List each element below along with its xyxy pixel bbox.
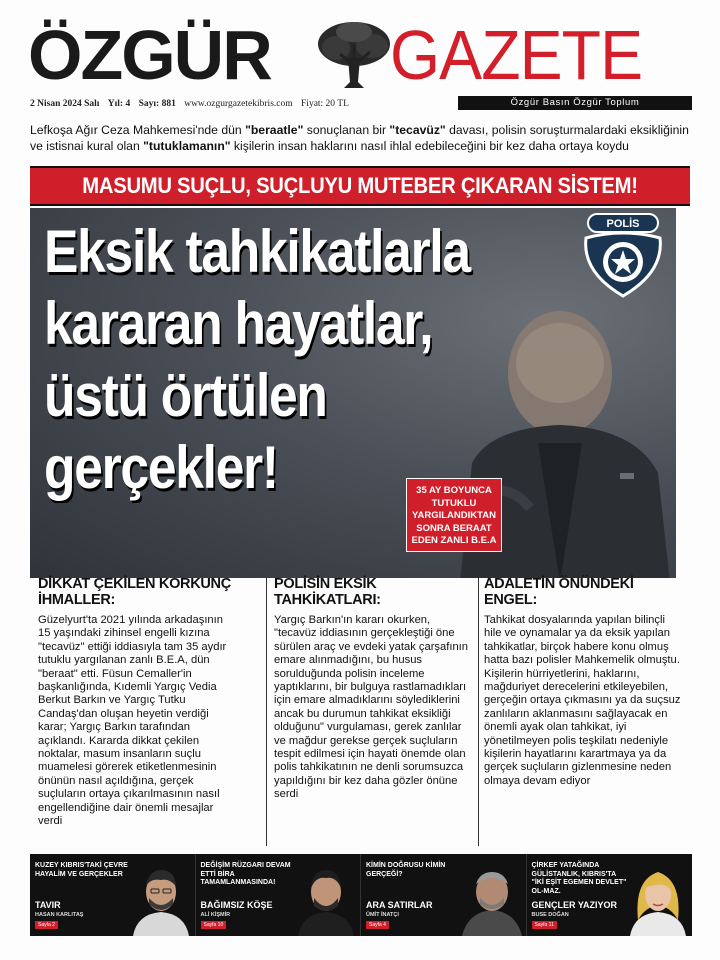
- caption-line-1: 35 AY BOYUNCA: [416, 485, 492, 496]
- masthead: [28, 18, 692, 96]
- column-1-heading: DİKKAT ÇEKİLEN KORKUNÇ İHMALLER:: [38, 576, 231, 608]
- column-author: BUSE DOĞAN: [531, 912, 569, 918]
- columnist-teaser[interactable]: [196, 854, 362, 936]
- main-headline: [44, 216, 508, 504]
- column-title: GENÇLER YAZIYOR: [531, 900, 618, 910]
- caption-line-5: EDEN ZANLI B.E.A: [411, 535, 497, 546]
- column-divider: [266, 578, 267, 846]
- columnist-teaser[interactable]: [361, 854, 527, 936]
- issue-price: Fiyat: 20 TL: [301, 99, 349, 109]
- slogan-bar: Özgür Basın Özgür Toplum: [458, 96, 692, 110]
- column-author: ÜMİT İNATÇI: [366, 912, 399, 918]
- column-title: ARA SATIRLAR: [366, 900, 433, 910]
- column-title: TAVIR: [35, 900, 61, 910]
- caption-line-3: YARGILANDIKTAN: [412, 510, 496, 521]
- avatar: [129, 860, 193, 936]
- article-column-2: [274, 576, 474, 802]
- intro-quote-tecavuz: "tecavüz": [389, 123, 446, 137]
- website-link[interactable]: www.ozgurgazetekibris.com: [184, 99, 293, 109]
- logo-ozgur: ÖZGÜR: [28, 16, 271, 94]
- columnist-teaser[interactable]: [30, 854, 196, 936]
- banner-text: MASUMU SUÇLU, SUÇLUYU MUTEBER ÇIKARAN SİSTEM!: [82, 173, 638, 198]
- police-badge-icon: [578, 212, 668, 298]
- columnist-strip: [30, 854, 692, 936]
- column-author: HASAN KARLITAŞ: [35, 912, 84, 918]
- caption-line-2: TUTUKLU: [431, 497, 477, 509]
- teaser-text: KİMİN DOĞRUSU KİMİN GERÇEĞİ?: [366, 862, 446, 878]
- headline-line-1: Eksik tahkikatlarla: [44, 218, 470, 285]
- column-1-body: Güzelyurt'ta 2021 yılında arkadaşının 15 yaşındaki zihinsel engelli kızına "tecavüz" ettiği iddiasıyla tam 35 aydır tutuklu yargılanan zanlı B.E.A, dün "beraat" etti. Füsun Cemaller'in başkanlığında, Kıdemli Yargıç Vedia Berkut Barkın ve Yargıç Tutku Candaş'dan oluşan heyetin verdiği karar; Yargıç Barkın tarafından açıklandı. Kararda dikkat çekilen noktalar, masum insanların suçlu muamelesi görerek etiketlenmesinin önünün nasıl açıldığına, gerçek suçluların ortaya çıkarılmasının nasıl engellendiğine dair önemli mesajlar verdi: [38, 614, 227, 828]
- issue-number: Sayı: 881: [138, 99, 176, 109]
- logo-gazete: GAZETE: [390, 16, 643, 94]
- column-author: ALİ KİŞMİR: [200, 912, 231, 918]
- intro-text-2: sonuçlanan bir: [303, 123, 390, 137]
- column-2-body: Yargıç Barkın'ın kararı okurken, "tecavüz iddiasının gerçekleştiği öne sürülen araç ve evdeki yatak çarşafının emare alınmadığını, bu husus sorulduğunda polisin inceleme yaptıklarını, bir bulguya rastlamadıkları için emare almadıklarını söylediklerini ancak bu durumun tahkikat eksikliği olduğunu" vurgulaması, gerek zanlılar ve mağdur gerekse gerçek suçluların tespit edilmesi için hayati önemde olan polis tahkikatının ne denli sorumsuzca yapıldığını bir kez daha gözler önüne serdi: [274, 614, 469, 801]
- page-ref-badge: Sayfa 4: [366, 921, 389, 929]
- photo-caption: [406, 478, 502, 552]
- police-badge-label: POLİS: [606, 218, 640, 230]
- intro-quote-beraatle: "beraatle": [245, 123, 304, 137]
- headline-line-3: üstü örtülen: [44, 362, 327, 429]
- teaser-text: ÇİRKEF YATAĞINDA GÜLİSTANLIK, KIBRIS'TA "İKİ EŞİT EGEMEN DEVLET" OL-MAZ.: [531, 862, 627, 895]
- intro-text-4: kişilerin insan haklarını nasıl ihlal edebileceğini bir kez daha ortaya koydu: [230, 139, 629, 153]
- headline-line-4: gerçekler!: [44, 434, 278, 501]
- column-3-body: Tahkikat dosyalarında yapılan bilinçli hile ve oynamalar ya da eksik yapılan tahkikatlar, birçok habere konu olmuş hatta bazı polisler Mahkemelik olmuştu. Kişilerin hürriyetlerini, haklarını, mağduriyet derecelerini etkileyebilen, gerçeğin ortaya çıkmasını ya da suçsuz zanlıların aklanmasını sağlayacak en önemli ayak olan tahkikat, iyi yönetilmeyen polis teşkilatı nedeniyle kişilerin hayatlarını karartmaya ya da gerçek suçluların gizlenmesine neden olmaya devam ediyor: [484, 614, 681, 787]
- article-column-1: [38, 576, 234, 829]
- teaser-text: KUZEY KIBRIS'TAKİ ÇEVRE HAYALİM VE GERÇEKLER: [35, 862, 128, 878]
- intro-text-1: Lefkoşa Ağır Ceza Mahkemesi'nde dün: [30, 123, 246, 137]
- column-2-heading: POLİSİN EKSİK TAHKİKATLARI:: [274, 576, 381, 608]
- avatar: [460, 860, 524, 936]
- avatar: [626, 860, 690, 936]
- intro-quote-tutuklamanin: "tutuklamanın": [143, 139, 231, 153]
- caption-line-4: SONRA BERAAT: [416, 522, 492, 534]
- olive-tree-icon: [314, 18, 394, 90]
- issue-year: Yıl: 4: [107, 99, 131, 109]
- column-3-heading: ADALETİN ÖNÜNDEKİ ENGEL:: [484, 576, 634, 608]
- headline-line-2: kararan hayatlar,: [44, 290, 433, 357]
- article-column-3: [484, 576, 682, 788]
- red-banner: [30, 166, 690, 206]
- avatar: [294, 860, 358, 936]
- columnist-teaser[interactable]: [527, 854, 693, 936]
- page-ref-badge: Sayfa 2: [35, 921, 58, 929]
- page-ref-badge: Sayfa 11: [532, 921, 557, 929]
- intro-text-3: davası, polisin soruşturmalardaki eksikliğinin ve istisnai kural olan: [30, 123, 689, 153]
- column-divider: [478, 578, 479, 846]
- issue-date: 2 Nisan 2024 Salı: [30, 99, 100, 109]
- teaser-text: DEĞİŞİM RÜZGARI DEVAM ETTİ BİRA TAMAMLANMASINDA!: [200, 862, 291, 886]
- intro-summary: [30, 122, 694, 154]
- issue-meta: [30, 99, 355, 109]
- page-ref-badge: Sayfa 10: [201, 921, 227, 929]
- column-title: BAĞIMSIZ KÖŞE: [200, 900, 273, 910]
